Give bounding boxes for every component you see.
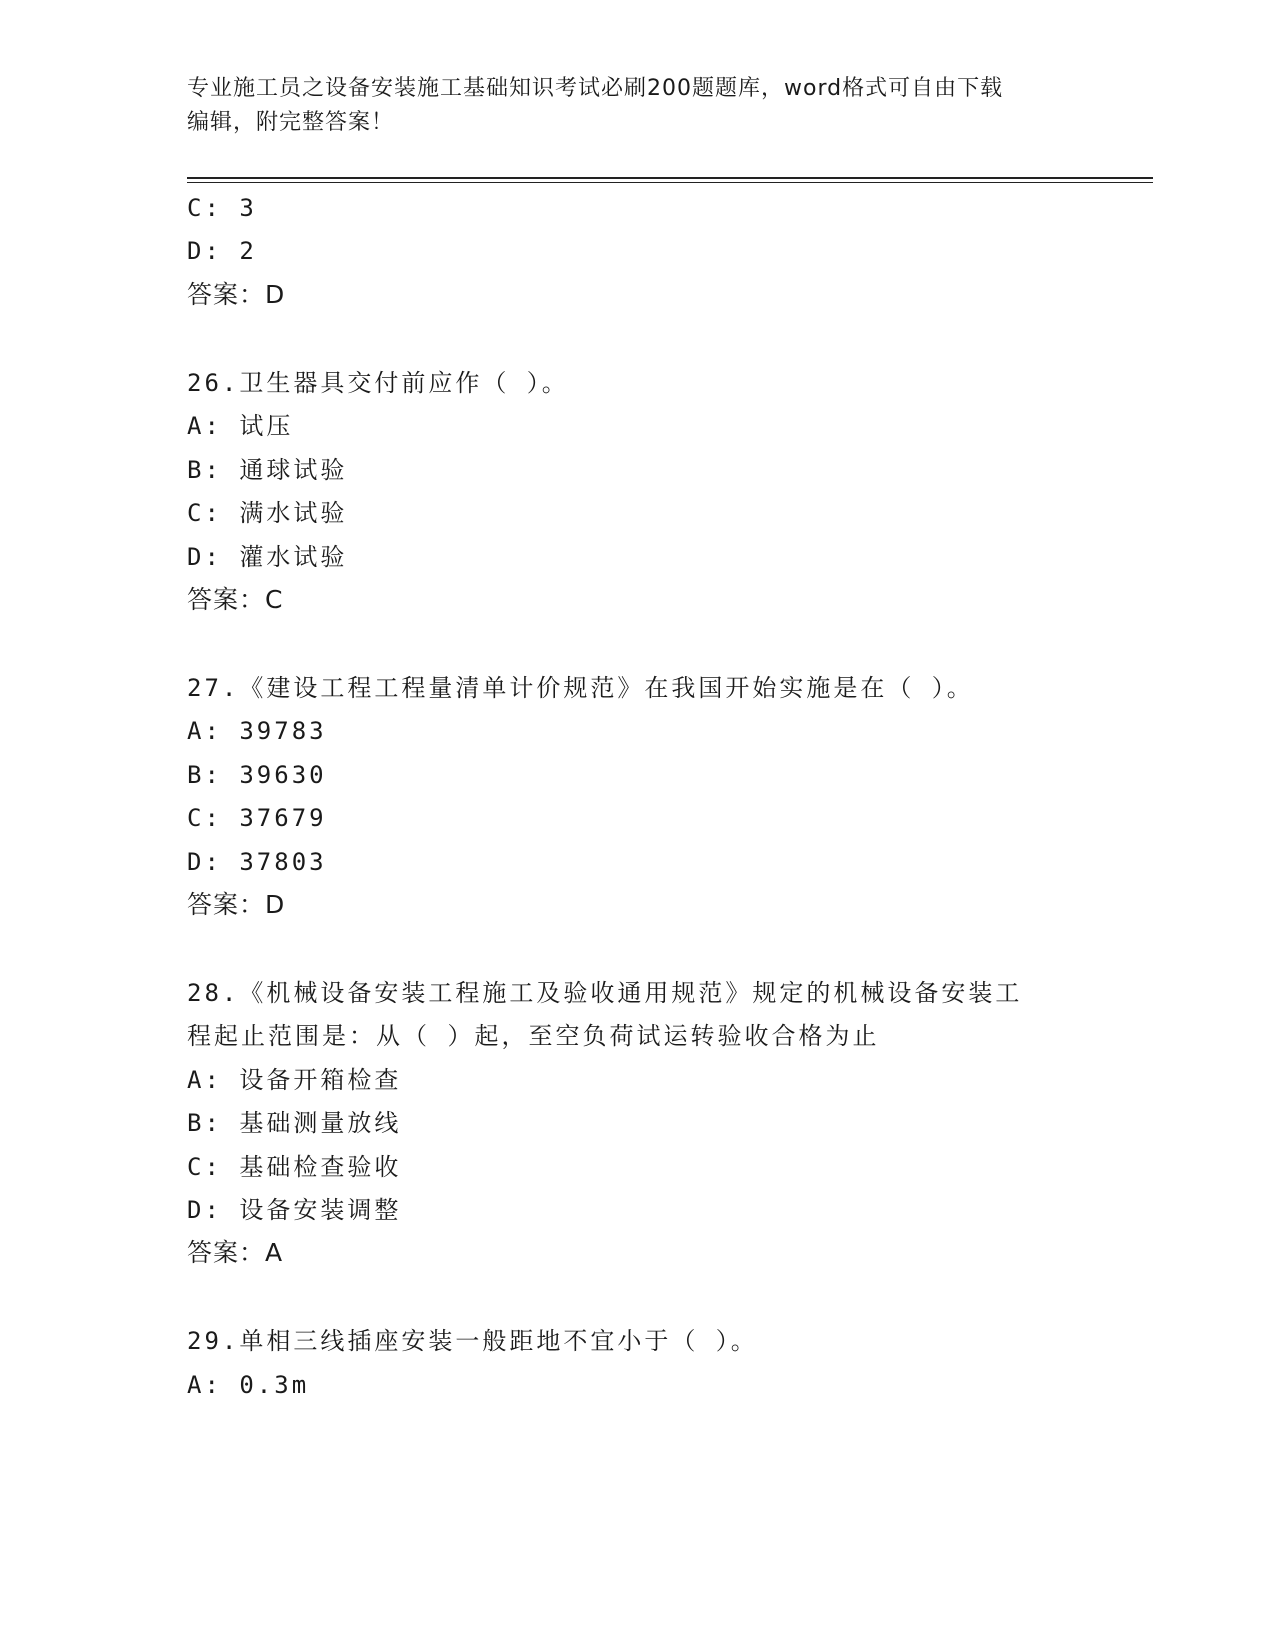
option-b-q28: B: 基础测量放线: [187, 1109, 402, 1137]
option-c-q26: C: 满水试验: [187, 499, 348, 527]
option-a-q29: A: 0.3m: [187, 1371, 310, 1399]
option-a-q28: A: 设备开箱检查: [187, 1066, 402, 1094]
question-28-line-2: 程起止范围是：从（ ）起，至空负荷试运转验收合格为止: [187, 1022, 880, 1050]
question-28-line-1: 28.《机械设备安装工程施工及验收通用规范》规定的机械设备安装工: [187, 979, 1023, 1007]
question-29: 29.单相三线插座安装一般距地不宜小于（ ）。: [187, 1327, 758, 1355]
header-divider-thin: [187, 182, 1153, 183]
question-26: 26.卫生器具交付前应作（ ）。: [187, 369, 569, 397]
option-b-q26: B: 通球试验: [187, 456, 348, 484]
option-d-q28: D: 设备安装调整: [187, 1196, 402, 1224]
option-b-q27: B: 39630: [187, 761, 327, 789]
option-c-q27: C: 37679: [187, 804, 327, 832]
answer-q27: 答案：D: [187, 890, 286, 919]
question-27: 27.《建设工程工程量清单计价规范》在我国开始实施是在（ ）。: [187, 674, 974, 702]
option-d-q26: D: 灌水试验: [187, 543, 348, 571]
document-header: [187, 72, 1067, 140]
option-a-q27: A: 39783: [187, 717, 327, 745]
header-divider-thick: [187, 177, 1153, 179]
option-d-q25: D: 2: [187, 237, 257, 265]
option-d-q27: D: 37803: [187, 848, 327, 876]
option-a-q26: A: 试压: [187, 412, 294, 440]
answer-q25: 答案：D: [187, 280, 286, 309]
option-c-q28: C: 基础检查验收: [187, 1153, 402, 1181]
answer-q28: 答案：A: [187, 1238, 284, 1267]
header-title-line-1: 专业施工员之设备安装施工基础知识考试必刷200题题库，word格式可自由下载: [187, 76, 1004, 101]
answer-q26: 答案：C: [187, 585, 284, 614]
header-title-line-2: 编辑，附完整答案！: [187, 110, 395, 135]
option-c-q25: C: 3: [187, 194, 257, 222]
